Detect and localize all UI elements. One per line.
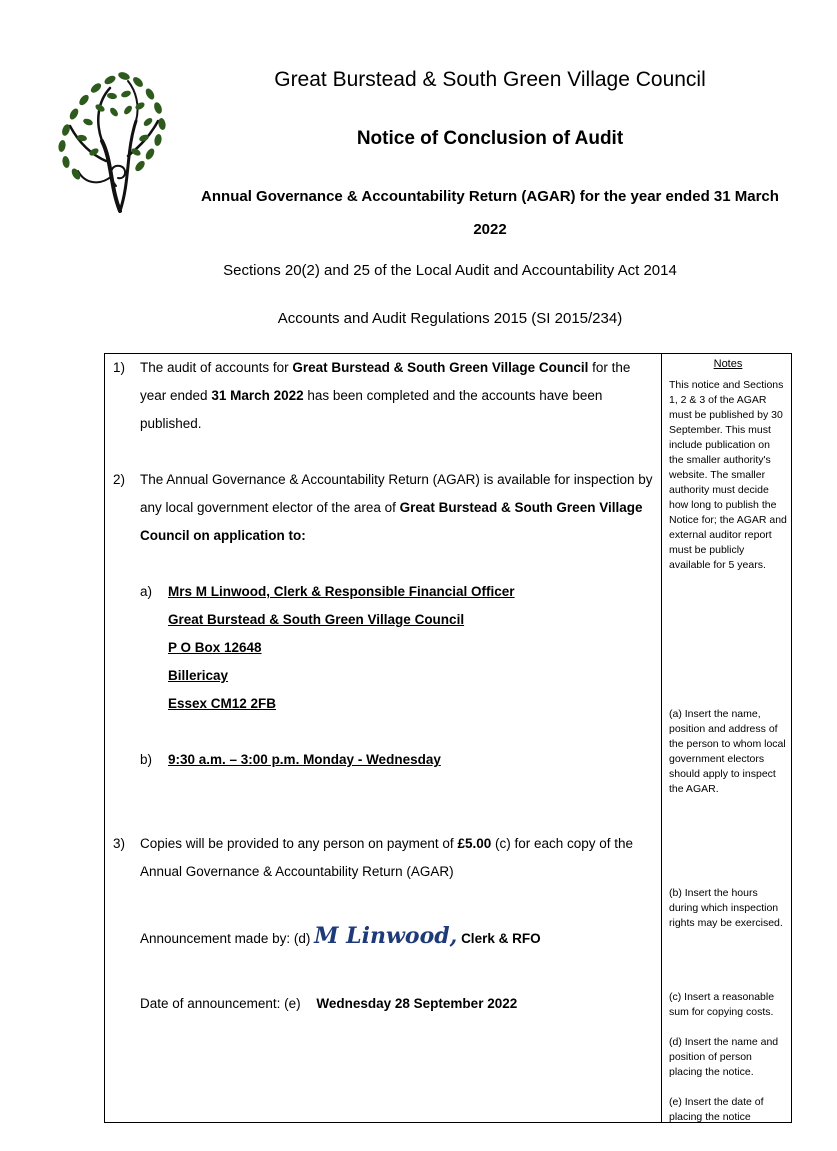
notes-heading: Notes xyxy=(713,358,743,370)
sub-item-a-label: a) xyxy=(140,584,153,599)
address-line-5: Essex CM12 2FB xyxy=(168,696,277,711)
signatory-role: Clerk & RFO xyxy=(461,931,541,946)
council-name-heading: Great Burstead & South Green Village Council xyxy=(274,68,706,91)
item-2-number: 2) xyxy=(113,472,126,487)
item-2-text: The Annual Governance & Accountability Return (AGAR) is available for inspection by any local government elector of the area of Great Burstead & South Green Village Council on application to: xyxy=(140,472,653,543)
signature: M Linwood, xyxy=(314,923,458,949)
item-1-text: The audit of accounts for Great Burstead & South Green Village Council for the year ended 31 March 2022 has been completed and the accounts have been published. xyxy=(140,360,631,431)
item-3-text: Copies will be provided to any person on payment of £5.00 (c) for each copy of the Annual Governance & Accountability Return (AGAR) xyxy=(140,836,634,879)
note-c: (c) Insert a reasonable sum for copying costs. xyxy=(669,991,775,1018)
address-line-3: P O Box 12648 xyxy=(168,640,262,655)
note-a: (a) Insert the name, position and address of the person to whom local government electors should apply to inspect the AGAR. xyxy=(669,708,786,795)
note-e: (e) Insert the date of placing the notice xyxy=(669,1096,764,1123)
date-line xyxy=(140,990,517,1018)
legislation-line: Sections 20(2) and 25 of the Local Audit and Accountability Act 2014 xyxy=(223,262,677,279)
announcement-line xyxy=(140,922,541,953)
inspection-hours: 9:30 a.m. – 3:00 p.m. Monday - Wednesday xyxy=(168,752,441,767)
agar-title: Annual Governance & Accountability Return (AGAR) for the year ended 31 March 2022 xyxy=(201,188,779,238)
item-3-number: 3) xyxy=(113,836,126,851)
regulations-line: Accounts and Audit Regulations 2015 (SI 2015/234) xyxy=(277,310,623,327)
note-b: (b) Insert the hours during which inspection rights may be exercised. xyxy=(669,887,783,929)
item-1-number: 1) xyxy=(113,360,126,375)
column-divider xyxy=(661,354,662,1122)
date-label: Date of announcement: (e) xyxy=(140,996,301,1011)
notice-table xyxy=(104,353,792,1123)
sub-item-b-label: b) xyxy=(140,752,153,767)
notice-title: Notice of Conclusion of Audit xyxy=(356,128,624,149)
tree-logo-icon xyxy=(40,66,170,216)
note-intro: This notice and Sections 1, 2 & 3 of the AGAR must be published by 30 September. This must include publication on the smaller authority's website. The smaller authority must decide how long to publish the Notice for; the AGAR and external auditor report must be publicly available for 5 years. xyxy=(669,379,787,571)
note-d: (d) Insert the name and position of person placing the notice. xyxy=(669,1036,779,1078)
announcement-label: Announcement made by: (d) xyxy=(140,931,311,946)
address-line-1: Mrs M Linwood, Clerk & Responsible Financial Officer xyxy=(168,584,515,599)
address-line-4: Billericay xyxy=(168,668,229,683)
announcement-date: Wednesday 28 September 2022 xyxy=(316,996,518,1011)
address-line-2: Great Burstead & South Green Village Council xyxy=(168,612,465,627)
